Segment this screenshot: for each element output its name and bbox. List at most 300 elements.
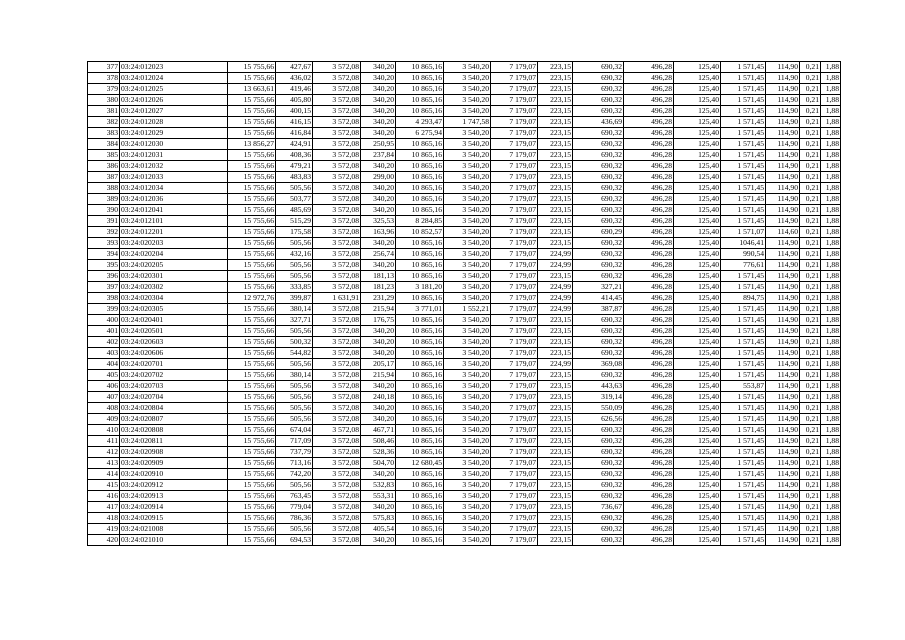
table-cell-value: 1 571,45 (721, 315, 766, 326)
table-cell-value: 496,28 (624, 62, 674, 73)
table-cell-value: 125,40 (674, 359, 721, 370)
table-cell-index: 403 (88, 348, 120, 359)
table-cell-value: 125,40 (674, 436, 721, 447)
table-cell-value: 500,32 (276, 337, 313, 348)
table-row (88, 469, 841, 480)
table-cell-value: 0,21 (800, 304, 821, 315)
table-cell-value: 3 540,20 (444, 194, 491, 205)
table-cell-value: 690,32 (573, 524, 624, 535)
table-cell-value: 256,74 (361, 249, 396, 260)
table-cell-code: 03:24:012030 (120, 139, 228, 150)
table-cell-value: 0,21 (800, 381, 821, 392)
table-cell-value: 7 179,07 (491, 359, 538, 370)
table-cell-value: 319,14 (573, 392, 624, 403)
table-cell-value: 3 540,20 (444, 260, 491, 271)
table-cell-value: 505,56 (276, 260, 313, 271)
table-cell-value: 0,21 (800, 238, 821, 249)
table-cell-value: 223,15 (538, 238, 573, 249)
table-cell-value: 223,15 (538, 326, 573, 337)
table-cell-value: 1 571,45 (721, 337, 766, 348)
table-cell-index: 399 (88, 304, 120, 315)
table-cell-value: 10 865,16 (396, 403, 444, 414)
table-cell-code: 03:24:012101 (120, 216, 228, 227)
table-cell-value: 7 179,07 (491, 370, 538, 381)
table-cell-value: 3 572,08 (313, 62, 361, 73)
table-cell-value: 10 865,16 (396, 491, 444, 502)
table-cell-value: 15 755,66 (228, 161, 276, 172)
table-cell-value: 690,32 (573, 150, 624, 161)
table-cell-value: 7 179,07 (491, 392, 538, 403)
table-cell-value: 125,40 (674, 315, 721, 326)
table-cell-value: 3 540,20 (444, 216, 491, 227)
table-cell-value: 1 571,45 (721, 282, 766, 293)
table-cell-code: 03:24:020910 (120, 469, 228, 480)
table-cell-value: 3 540,20 (444, 62, 491, 73)
table-cell-value: 1 571,45 (721, 425, 766, 436)
table-cell-value: 163,96 (361, 227, 396, 238)
table-cell-value: 1 571,45 (721, 491, 766, 502)
table-cell-value: 496,28 (624, 370, 674, 381)
table-cell-value: 894,75 (721, 293, 766, 304)
table-cell-value: 15 755,66 (228, 271, 276, 282)
table-cell-value: 424,91 (276, 139, 313, 150)
table-cell-value: 10 865,16 (396, 271, 444, 282)
table-body (88, 62, 841, 546)
table-cell-value: 1 552,21 (444, 304, 491, 315)
table-cell-value: 7 179,07 (491, 227, 538, 238)
table-row (88, 304, 841, 315)
table-cell-value: 10 865,16 (396, 84, 444, 95)
table-cell-code: 03:24:012025 (120, 84, 228, 95)
table-cell-value: 10 865,16 (396, 249, 444, 260)
table-cell-value: 15 755,66 (228, 304, 276, 315)
table-cell-index: 412 (88, 447, 120, 458)
table-cell-value: 427,67 (276, 62, 313, 73)
table-cell-value: 223,15 (538, 370, 573, 381)
table-cell-value: 3 540,20 (444, 359, 491, 370)
table-cell-value: 1,88 (821, 491, 841, 502)
table-cell-value: 15 755,66 (228, 370, 276, 381)
table-cell-index: 385 (88, 150, 120, 161)
table-cell-value: 690,32 (573, 315, 624, 326)
table-cell-value: 1046,41 (721, 238, 766, 249)
table-cell-value: 125,40 (674, 535, 721, 546)
table-cell-value: 3 572,08 (313, 172, 361, 183)
table-cell-value: 690,32 (573, 205, 624, 216)
table-cell-value: 114,90 (766, 436, 800, 447)
table-cell-value: 114,90 (766, 260, 800, 271)
table-cell-code: 03:24:020912 (120, 480, 228, 491)
table-cell-value: 515,29 (276, 216, 313, 227)
table-cell-value: 690,32 (573, 491, 624, 502)
table-cell-value: 15 755,66 (228, 183, 276, 194)
table-cell-value: 3 540,20 (444, 150, 491, 161)
table-cell-value: 3 572,08 (313, 392, 361, 403)
table-cell-value: 7 179,07 (491, 183, 538, 194)
table-cell-value: 405,54 (361, 524, 396, 535)
table-cell-value: 114,90 (766, 95, 800, 106)
table-cell-value: 3 572,08 (313, 359, 361, 370)
table-cell-index: 404 (88, 359, 120, 370)
table-cell-value: 10 865,16 (396, 447, 444, 458)
table-cell-value: 0,21 (800, 205, 821, 216)
table-cell-value: 125,40 (674, 392, 721, 403)
table-cell-code: 03:24:020811 (120, 436, 228, 447)
table-cell-value: 3 572,08 (313, 106, 361, 117)
table-cell-value: 114,90 (766, 194, 800, 205)
table-cell-value: 1 571,45 (721, 216, 766, 227)
table-cell-value: 3 540,20 (444, 238, 491, 249)
table-cell-code: 03:24:012028 (120, 117, 228, 128)
table-row (88, 227, 841, 238)
table-row (88, 326, 841, 337)
table-cell-value: 0,21 (800, 447, 821, 458)
table-cell-value: 7 179,07 (491, 491, 538, 502)
table-cell-value: 496,28 (624, 513, 674, 524)
table-cell-value: 550,09 (573, 403, 624, 414)
table-cell-code: 03:24:012029 (120, 128, 228, 139)
table-cell-value: 436,02 (276, 73, 313, 84)
table-cell-value: 3 572,08 (313, 315, 361, 326)
table-cell-value: 3 540,20 (444, 139, 491, 150)
table-row (88, 315, 841, 326)
table-cell-value: 0,21 (800, 480, 821, 491)
table-cell-value: 736,67 (573, 502, 624, 513)
table-cell-value: 3 572,08 (313, 337, 361, 348)
table-cell-value: 3 572,08 (313, 249, 361, 260)
table-cell-value: 1,88 (821, 260, 841, 271)
table-cell-value: 15 755,66 (228, 73, 276, 84)
table-cell-value: 1 571,45 (721, 348, 766, 359)
table-cell-value: 1 571,45 (721, 304, 766, 315)
table-cell-value: 3 540,20 (444, 293, 491, 304)
table-row (88, 425, 841, 436)
table-cell-value: 3 540,20 (444, 469, 491, 480)
table-cell-value: 1,88 (821, 84, 841, 95)
table-cell-value: 786,36 (276, 513, 313, 524)
table-cell-value: 1,88 (821, 425, 841, 436)
table-cell-value: 3 572,08 (313, 271, 361, 282)
table-cell-value: 0,21 (800, 458, 821, 469)
table-cell-value: 380,14 (276, 304, 313, 315)
table-cell-value: 114,90 (766, 216, 800, 227)
table-cell-value: 1,88 (821, 172, 841, 183)
table-cell-value: 340,20 (361, 183, 396, 194)
table-cell-value: 125,40 (674, 381, 721, 392)
table-cell-value: 10 865,16 (396, 513, 444, 524)
table-cell-index: 381 (88, 106, 120, 117)
table-cell-value: 553,31 (361, 491, 396, 502)
table-row (88, 84, 841, 95)
table-cell-value: 1,88 (821, 337, 841, 348)
table-cell-value: 114,90 (766, 447, 800, 458)
table-row (88, 447, 841, 458)
table-cell-value: 340,20 (361, 205, 396, 216)
data-table (87, 61, 841, 546)
table-cell-value: 7 179,07 (491, 403, 538, 414)
table-cell-code: 03:24:020804 (120, 403, 228, 414)
table-cell-value: 223,15 (538, 513, 573, 524)
table-cell-value: 0,21 (800, 513, 821, 524)
table-cell-value: 3 572,08 (313, 73, 361, 84)
table-cell-value: 114,90 (766, 271, 800, 282)
table-cell-value: 690,32 (573, 469, 624, 480)
table-cell-value: 114,90 (766, 326, 800, 337)
table-cell-value: 10 865,16 (396, 293, 444, 304)
table-cell-value: 3 572,08 (313, 469, 361, 480)
table-cell-index: 409 (88, 414, 120, 425)
table-cell-value: 215,94 (361, 304, 396, 315)
table-cell-value: 690,32 (573, 458, 624, 469)
table-row (88, 392, 841, 403)
table-cell-value: 223,15 (538, 205, 573, 216)
table-cell-value: 1 571,45 (721, 271, 766, 282)
table-cell-value: 10 865,16 (396, 326, 444, 337)
table-cell-value: 690,32 (573, 62, 624, 73)
table-cell-value: 496,28 (624, 304, 674, 315)
table-cell-value: 7 179,07 (491, 128, 538, 139)
table-cell-value: 399,87 (276, 293, 313, 304)
table-cell-value: 0,21 (800, 216, 821, 227)
table-cell-value: 10 865,16 (396, 414, 444, 425)
table-cell-value: 532,83 (361, 480, 396, 491)
table-row (88, 359, 841, 370)
table-cell-value: 7 179,07 (491, 106, 538, 117)
table-cell-value: 0,21 (800, 73, 821, 84)
table-cell-value: 3 771,01 (396, 304, 444, 315)
table-cell-value: 125,40 (674, 216, 721, 227)
table-cell-value: 223,15 (538, 183, 573, 194)
table-cell-value: 3 572,08 (313, 480, 361, 491)
table-cell-value: 223,15 (538, 216, 573, 227)
table-cell-value: 223,15 (538, 502, 573, 513)
table-cell-value: 10 865,16 (396, 359, 444, 370)
table-cell-value: 13 663,61 (228, 84, 276, 95)
table-cell-value: 340,20 (361, 469, 396, 480)
table-cell-value: 10 865,16 (396, 315, 444, 326)
table-cell-value: 0,21 (800, 128, 821, 139)
table-cell-index: 394 (88, 249, 120, 260)
table-cell-value: 496,28 (624, 95, 674, 106)
table-cell-value: 7 179,07 (491, 282, 538, 293)
table-cell-code: 03:24:020701 (120, 359, 228, 370)
table-cell-value: 0,21 (800, 84, 821, 95)
table-cell-index: 377 (88, 62, 120, 73)
table-cell-value: 327,71 (276, 315, 313, 326)
table-cell-value: 15 755,66 (228, 260, 276, 271)
table-cell-value: 10 865,16 (396, 161, 444, 172)
table-cell-value: 690,32 (573, 183, 624, 194)
table-cell-value: 1 571,45 (721, 447, 766, 458)
table-cell-value: 0,21 (800, 260, 821, 271)
table-cell-value: 114,90 (766, 117, 800, 128)
table-row (88, 183, 841, 194)
table-cell-value: 1,88 (821, 414, 841, 425)
table-cell-code: 03:24:020501 (120, 326, 228, 337)
table-cell-value: 3 540,20 (444, 337, 491, 348)
table-cell-value: 0,21 (800, 524, 821, 535)
table-cell-value: 496,28 (624, 194, 674, 205)
table-cell-value: 10 865,16 (396, 238, 444, 249)
table-cell-value: 114,90 (766, 535, 800, 546)
table-cell-value: 496,28 (624, 106, 674, 117)
table-cell-value: 181,23 (361, 282, 396, 293)
table-cell-value: 223,15 (538, 436, 573, 447)
table-cell-value: 224,99 (538, 282, 573, 293)
table-cell-value: 15 755,66 (228, 216, 276, 227)
table-cell-value: 496,28 (624, 172, 674, 183)
table-cell-value: 496,28 (624, 348, 674, 359)
table-cell-value: 496,28 (624, 260, 674, 271)
table-cell-value: 114,90 (766, 524, 800, 535)
table-cell-value: 7 179,07 (491, 150, 538, 161)
table-cell-value: 1 571,45 (721, 502, 766, 513)
table-cell-index: 379 (88, 84, 120, 95)
table-cell-value: 717,09 (276, 436, 313, 447)
table-cell-value: 7 179,07 (491, 535, 538, 546)
table-cell-value: 0,21 (800, 117, 821, 128)
table-cell-value: 10 865,16 (396, 95, 444, 106)
table-cell-code: 03:24:020908 (120, 447, 228, 458)
table-cell-value: 114,90 (766, 128, 800, 139)
table-cell-value: 125,40 (674, 524, 721, 535)
table-cell-value: 8 284,85 (396, 216, 444, 227)
table-cell-value: 3 540,20 (444, 502, 491, 513)
table-cell-value: 114,90 (766, 106, 800, 117)
table-cell-index: 389 (88, 194, 120, 205)
table-cell-value: 114,90 (766, 337, 800, 348)
table-cell-value: 7 179,07 (491, 161, 538, 172)
table-cell-value: 3 572,08 (313, 436, 361, 447)
table-cell-value: 223,15 (538, 62, 573, 73)
table-cell-value: 114,90 (766, 172, 800, 183)
table-cell-value: 776,61 (721, 260, 766, 271)
table-cell-value: 15 755,66 (228, 469, 276, 480)
table-cell-index: 398 (88, 293, 120, 304)
table-cell-value: 10 865,16 (396, 425, 444, 436)
table-cell-value: 0,21 (800, 271, 821, 282)
table-cell-value: 1 571,45 (721, 194, 766, 205)
table-cell-value: 125,40 (674, 293, 721, 304)
table-cell-value: 1 571,45 (721, 205, 766, 216)
table-cell-value: 1 571,45 (721, 403, 766, 414)
table-cell-value: 1,88 (821, 447, 841, 458)
table-cell-value: 13 856,27 (228, 139, 276, 150)
table-cell-value: 419,46 (276, 84, 313, 95)
table-cell-code: 03:24:020603 (120, 337, 228, 348)
table-cell-value: 387,87 (573, 304, 624, 315)
table-cell-value: 10 865,16 (396, 524, 444, 535)
table-cell-value: 1,88 (821, 513, 841, 524)
table-cell-value: 1,88 (821, 348, 841, 359)
table-cell-value: 496,28 (624, 381, 674, 392)
table-cell-value: 1,88 (821, 315, 841, 326)
table-cell-value: 114,90 (766, 425, 800, 436)
table-row (88, 260, 841, 271)
table-cell-value: 0,21 (800, 282, 821, 293)
table-cell-value: 15 755,66 (228, 194, 276, 205)
table-cell-value: 223,15 (538, 139, 573, 150)
table-cell-value: 223,15 (538, 117, 573, 128)
table-cell-value: 7 179,07 (491, 469, 538, 480)
table-cell-value: 1 571,45 (721, 370, 766, 381)
table-cell-value: 12 680,45 (396, 458, 444, 469)
table-row (88, 128, 841, 139)
table-cell-value: 176,75 (361, 315, 396, 326)
table-cell-value: 505,56 (276, 480, 313, 491)
table-cell-value: 508,46 (361, 436, 396, 447)
table-cell-value: 224,99 (538, 304, 573, 315)
table-cell-value: 223,15 (538, 337, 573, 348)
table-cell-index: 407 (88, 392, 120, 403)
table-cell-value: 10 852,57 (396, 227, 444, 238)
table-cell-value: 3 572,08 (313, 304, 361, 315)
table-cell-value: 0,21 (800, 106, 821, 117)
table-cell-index: 415 (88, 480, 120, 491)
table-cell-value: 496,28 (624, 227, 674, 238)
table-cell-value: 114,90 (766, 62, 800, 73)
table-cell-value: 340,20 (361, 128, 396, 139)
table-cell-value: 690,32 (573, 73, 624, 84)
table-cell-value: 340,20 (361, 84, 396, 95)
table-cell-value: 15 755,66 (228, 491, 276, 502)
table-cell-value: 553,87 (721, 381, 766, 392)
table-cell-value: 0,21 (800, 348, 821, 359)
table-cell-value: 125,40 (674, 106, 721, 117)
table-cell-value: 496,28 (624, 326, 674, 337)
table-cell-value: 1,88 (821, 205, 841, 216)
table-cell-index: 402 (88, 337, 120, 348)
table-cell-value: 125,40 (674, 150, 721, 161)
table-cell-code: 03:24:021010 (120, 535, 228, 546)
table-cell-value: 674,04 (276, 425, 313, 436)
table-cell-value: 7 179,07 (491, 381, 538, 392)
table-cell-value: 7 179,07 (491, 73, 538, 84)
table-cell-value: 125,40 (674, 480, 721, 491)
table-cell-value: 10 865,16 (396, 348, 444, 359)
table-cell-code: 03:24:020915 (120, 513, 228, 524)
table-cell-code: 03:24:012034 (120, 183, 228, 194)
table-cell-value: 713,16 (276, 458, 313, 469)
table-cell-value: 7 179,07 (491, 293, 538, 304)
table-cell-value: 3 540,20 (444, 513, 491, 524)
table-cell-value: 125,40 (674, 84, 721, 95)
table-cell-value: 10 865,16 (396, 370, 444, 381)
table-cell-value: 1 571,45 (721, 513, 766, 524)
table-cell-value: 15 755,66 (228, 326, 276, 337)
table-cell-value: 340,20 (361, 381, 396, 392)
table-cell-value: 114,90 (766, 139, 800, 150)
table-cell-value: 3 572,08 (313, 183, 361, 194)
table-row (88, 414, 841, 425)
table-cell-value: 125,40 (674, 172, 721, 183)
table-cell-value: 1 571,45 (721, 106, 766, 117)
table-cell-index: 420 (88, 535, 120, 546)
table-cell-value: 1,88 (821, 304, 841, 315)
table-cell-value: 125,40 (674, 238, 721, 249)
table-cell-value: 414,45 (573, 293, 624, 304)
table-cell-value: 3 540,20 (444, 95, 491, 106)
table-cell-index: 414 (88, 469, 120, 480)
table-cell-value: 432,16 (276, 249, 313, 260)
table-cell-value: 3 181,20 (396, 282, 444, 293)
table-cell-value: 223,15 (538, 172, 573, 183)
table-cell-value: 0,21 (800, 161, 821, 172)
table-cell-value: 690,32 (573, 326, 624, 337)
table-cell-value: 237,84 (361, 150, 396, 161)
table-cell-value: 223,15 (538, 425, 573, 436)
table-cell-value: 125,40 (674, 117, 721, 128)
